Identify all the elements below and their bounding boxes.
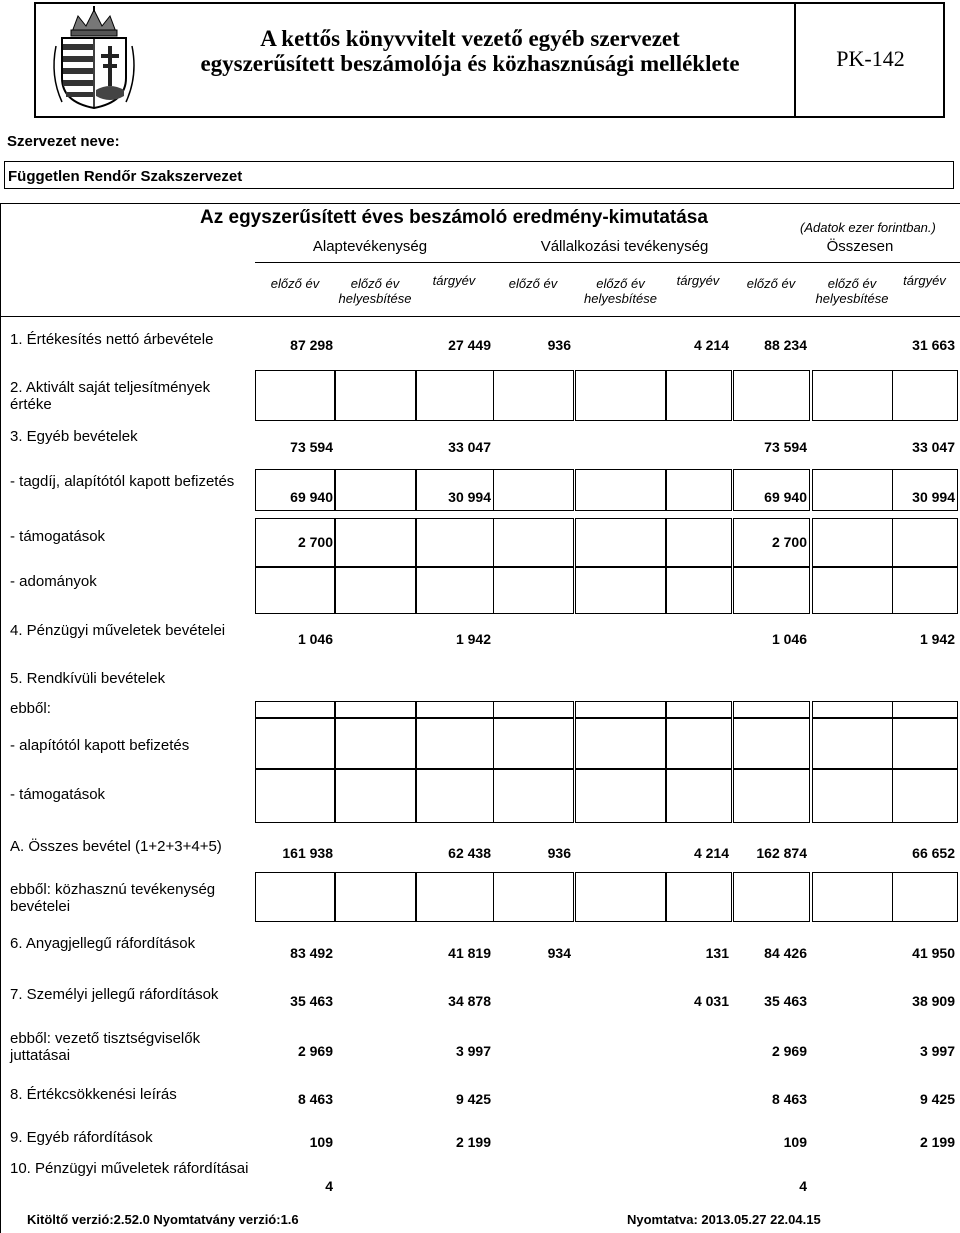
table-cell-value: 4 <box>325 1178 333 1194</box>
table-cell-value: 38 909 <box>912 993 955 1009</box>
table-cell <box>493 469 574 511</box>
subcolumn-header: előző év helyesbítése <box>815 276 889 306</box>
table-cell <box>334 769 417 823</box>
table-cell-value: 3 997 <box>455 1043 491 1059</box>
table-cell-value: 162 874 <box>756 845 807 861</box>
table-cell <box>334 718 417 769</box>
table-cell <box>665 567 732 614</box>
row-label: - adományok <box>10 573 97 590</box>
row-label: ebből: közhasznú tevékenység bevételei <box>10 881 216 915</box>
table-cell-value: 31 663 <box>912 337 955 353</box>
row-label: 5. Rendkívüli bevételek <box>10 670 166 687</box>
group-header-basic: Alaptevékenység <box>312 238 428 255</box>
row-label: - alapítótól kapott befizetés <box>10 737 190 754</box>
subcolumn-header: tárgyév <box>676 273 720 288</box>
table-cell <box>733 718 810 769</box>
table-cell <box>575 769 667 823</box>
table-cell-value: 1 942 <box>455 631 491 647</box>
table-cell <box>665 370 732 421</box>
table-cell <box>892 567 958 614</box>
row-label: 4. Pénzügyi műveletek bevételei <box>10 622 226 639</box>
table-cell-value: 69 940 <box>764 489 807 505</box>
table-cell <box>493 567 574 614</box>
row-label: - támogatások <box>10 786 106 803</box>
form-code: PK-142 <box>836 46 905 71</box>
table-cell <box>892 718 958 769</box>
subcolumn-header: tárgyév <box>432 273 476 288</box>
table-cell <box>892 370 958 421</box>
subcolumn-header: előző év <box>508 276 558 291</box>
table-cell <box>334 872 417 922</box>
table-cell-value: 30 994 <box>912 489 955 505</box>
row-label: ebből: vezető tisztségviselők juttatásai <box>10 1030 201 1064</box>
table-cell <box>415 718 494 769</box>
table-cell-value: 2 700 <box>771 534 807 550</box>
report-title: Az egyszerűsített éves beszámoló eredmény-kimutatása <box>200 207 708 228</box>
table-cell-value: 35 463 <box>764 993 807 1009</box>
table-cell-value: 62 438 <box>448 845 491 861</box>
table-cell <box>255 769 336 823</box>
table-cell <box>415 370 494 421</box>
table-cell <box>812 370 893 421</box>
table-cell <box>665 769 732 823</box>
table-cell <box>665 518 732 567</box>
table-cell-value: 35 463 <box>290 993 333 1009</box>
table-cell <box>665 718 732 769</box>
table-cell <box>575 370 667 421</box>
form-title <box>150 26 790 76</box>
table-cell <box>255 567 336 614</box>
header-bottom-rule <box>0 316 960 317</box>
table-cell <box>892 518 958 567</box>
table-cell-value: 73 594 <box>290 439 333 455</box>
table-cell-value: 1 046 <box>771 631 807 647</box>
table-cell-value: 41 819 <box>448 945 491 961</box>
table-cell <box>415 872 494 922</box>
table-cell-value: 4 214 <box>693 337 729 353</box>
table-cell-value: 4 031 <box>693 993 729 1009</box>
table-cell <box>255 872 336 922</box>
row-label: 6. Anyagjellegű ráfordítások <box>10 935 196 952</box>
table-cell <box>733 567 810 614</box>
table-cell <box>733 769 810 823</box>
table-cell <box>334 701 417 718</box>
table-cell-value: 33 047 <box>912 439 955 455</box>
table-cell-value: 69 940 <box>290 489 333 505</box>
table-cell <box>575 718 667 769</box>
row-label: 9. Egyéb ráfordítások <box>10 1129 153 1146</box>
unit-note: (Adatok ezer forintban.) <box>800 220 936 235</box>
table-cell <box>575 469 667 511</box>
subcolumn-header: előző év <box>746 276 796 291</box>
table-cell-value: 2 969 <box>771 1043 807 1059</box>
form-title-line2: egyszerűsített beszámolója és közhasznúsági melléklete <box>200 51 740 76</box>
row-label: 3. Egyéb bevételek <box>10 428 138 445</box>
table-cell-value: 2 700 <box>297 534 333 550</box>
table-cell <box>892 701 958 718</box>
table-cell-value: 161 938 <box>282 845 333 861</box>
group-header-business: Vállalkozási tevékenység <box>540 238 709 255</box>
organization-label: Szervezet neve: <box>7 133 120 150</box>
table-cell <box>493 872 574 922</box>
table-cell <box>334 469 417 511</box>
table-cell-value: 88 234 <box>764 337 807 353</box>
table-cell <box>334 370 417 421</box>
table-cell-value: 33 047 <box>448 439 491 455</box>
row-label: ebből: <box>10 700 51 717</box>
table-cell <box>334 518 417 567</box>
row-label: A. Összes bevétel (1+2+3+4+5) <box>10 838 222 855</box>
table-cell <box>812 769 893 823</box>
table-cell <box>255 718 336 769</box>
form-title-line1: A kettős könyvvitelt vezető egyéb szervezet <box>260 26 680 51</box>
table-cell-value: 3 997 <box>919 1043 955 1059</box>
print-timestamp: Nyomtatva: 2013.05.27 22.04.15 <box>627 1212 821 1227</box>
table-cell-value: 9 425 <box>455 1091 491 1107</box>
table-cell <box>575 567 667 614</box>
header-rule <box>255 262 960 263</box>
table-cell <box>493 769 574 823</box>
table-cell-value: 1 942 <box>919 631 955 647</box>
table-cell-value: 34 878 <box>448 993 491 1009</box>
table-cell-value: 4 <box>799 1178 807 1194</box>
table-cell-value: 2 199 <box>919 1134 955 1150</box>
table-cell-value: 2 969 <box>297 1043 333 1059</box>
table-cell <box>892 872 958 922</box>
subcolumn-header: előző év helyesbítése <box>338 276 412 306</box>
table-cell <box>334 567 417 614</box>
table-cell <box>255 701 336 718</box>
table-cell-value: 934 <box>547 945 571 961</box>
table-cell-value: 9 425 <box>919 1091 955 1107</box>
table-cell <box>493 518 574 567</box>
table-cell <box>575 872 667 922</box>
table-cell <box>892 769 958 823</box>
table-cell-value: 4 214 <box>693 845 729 861</box>
table-cell <box>733 370 810 421</box>
table-cell <box>493 370 574 421</box>
table-cell-value: 109 <box>309 1134 333 1150</box>
table-cell <box>415 518 494 567</box>
table-cell <box>812 701 893 718</box>
table-cell-value: 41 950 <box>912 945 955 961</box>
table-cell <box>575 518 667 567</box>
table-cell <box>493 701 574 718</box>
group-header-total: Összesen <box>826 238 894 255</box>
row-label: - tagdíj, alapítótól kapott befizetés <box>10 473 235 490</box>
table-cell-value: 66 652 <box>912 845 955 861</box>
table-cell-value: 2 199 <box>455 1134 491 1150</box>
table-cell-value: 936 <box>547 845 571 861</box>
coat-of-arms-icon <box>44 6 144 110</box>
table-cell <box>415 701 494 718</box>
table-cell <box>493 718 574 769</box>
row-label: 7. Személyi jellegű ráfordítások <box>10 986 219 1003</box>
row-label: - támogatások <box>10 528 106 545</box>
table-cell <box>812 872 893 922</box>
row-label: 8. Értékcsökkenési leírás <box>10 1086 177 1103</box>
table-cell-value: 30 994 <box>448 489 491 505</box>
organization-name: Független Rendőr Szakszervezet <box>8 168 243 185</box>
row-label: 10. Pénzügyi műveletek ráfordításai <box>10 1160 249 1177</box>
table-cell-value: 8 463 <box>771 1091 807 1107</box>
table-cell <box>733 701 810 718</box>
row-label: 1. Értékesítés nettó árbevétele <box>10 331 214 348</box>
table-cell <box>665 872 732 922</box>
table-cell-value: 84 426 <box>764 945 807 961</box>
table-cell <box>415 769 494 823</box>
table-cell <box>415 567 494 614</box>
table-cell <box>665 701 732 718</box>
table-cell <box>665 469 732 511</box>
subcolumn-header: előző év <box>270 276 320 291</box>
table-cell-value: 1 046 <box>297 631 333 647</box>
table-cell <box>812 518 893 567</box>
table-cell <box>255 370 336 421</box>
table-cell <box>812 718 893 769</box>
subcolumn-header: előző év helyesbítése <box>584 276 657 306</box>
table-cell-value: 109 <box>783 1134 807 1150</box>
table-cell-value: 73 594 <box>764 439 807 455</box>
row-label: 2. Aktivált saját teljesítmények értéke <box>10 379 211 413</box>
table-cell-value: 936 <box>547 337 571 353</box>
table-cell-value: 87 298 <box>290 337 333 353</box>
table-cell-value: 83 492 <box>290 945 333 961</box>
table-cell-value: 131 <box>705 945 729 961</box>
table-cell <box>733 872 810 922</box>
table-cell-value: 8 463 <box>297 1091 333 1107</box>
table-cell <box>575 701 667 718</box>
subcolumn-header: tárgyév <box>903 273 946 288</box>
table-cell-value: 27 449 <box>448 337 491 353</box>
table-cell <box>812 567 893 614</box>
software-version: Kitöltő verzió:2.52.0 Nyomtatvány verzió:1.6 <box>27 1212 299 1227</box>
